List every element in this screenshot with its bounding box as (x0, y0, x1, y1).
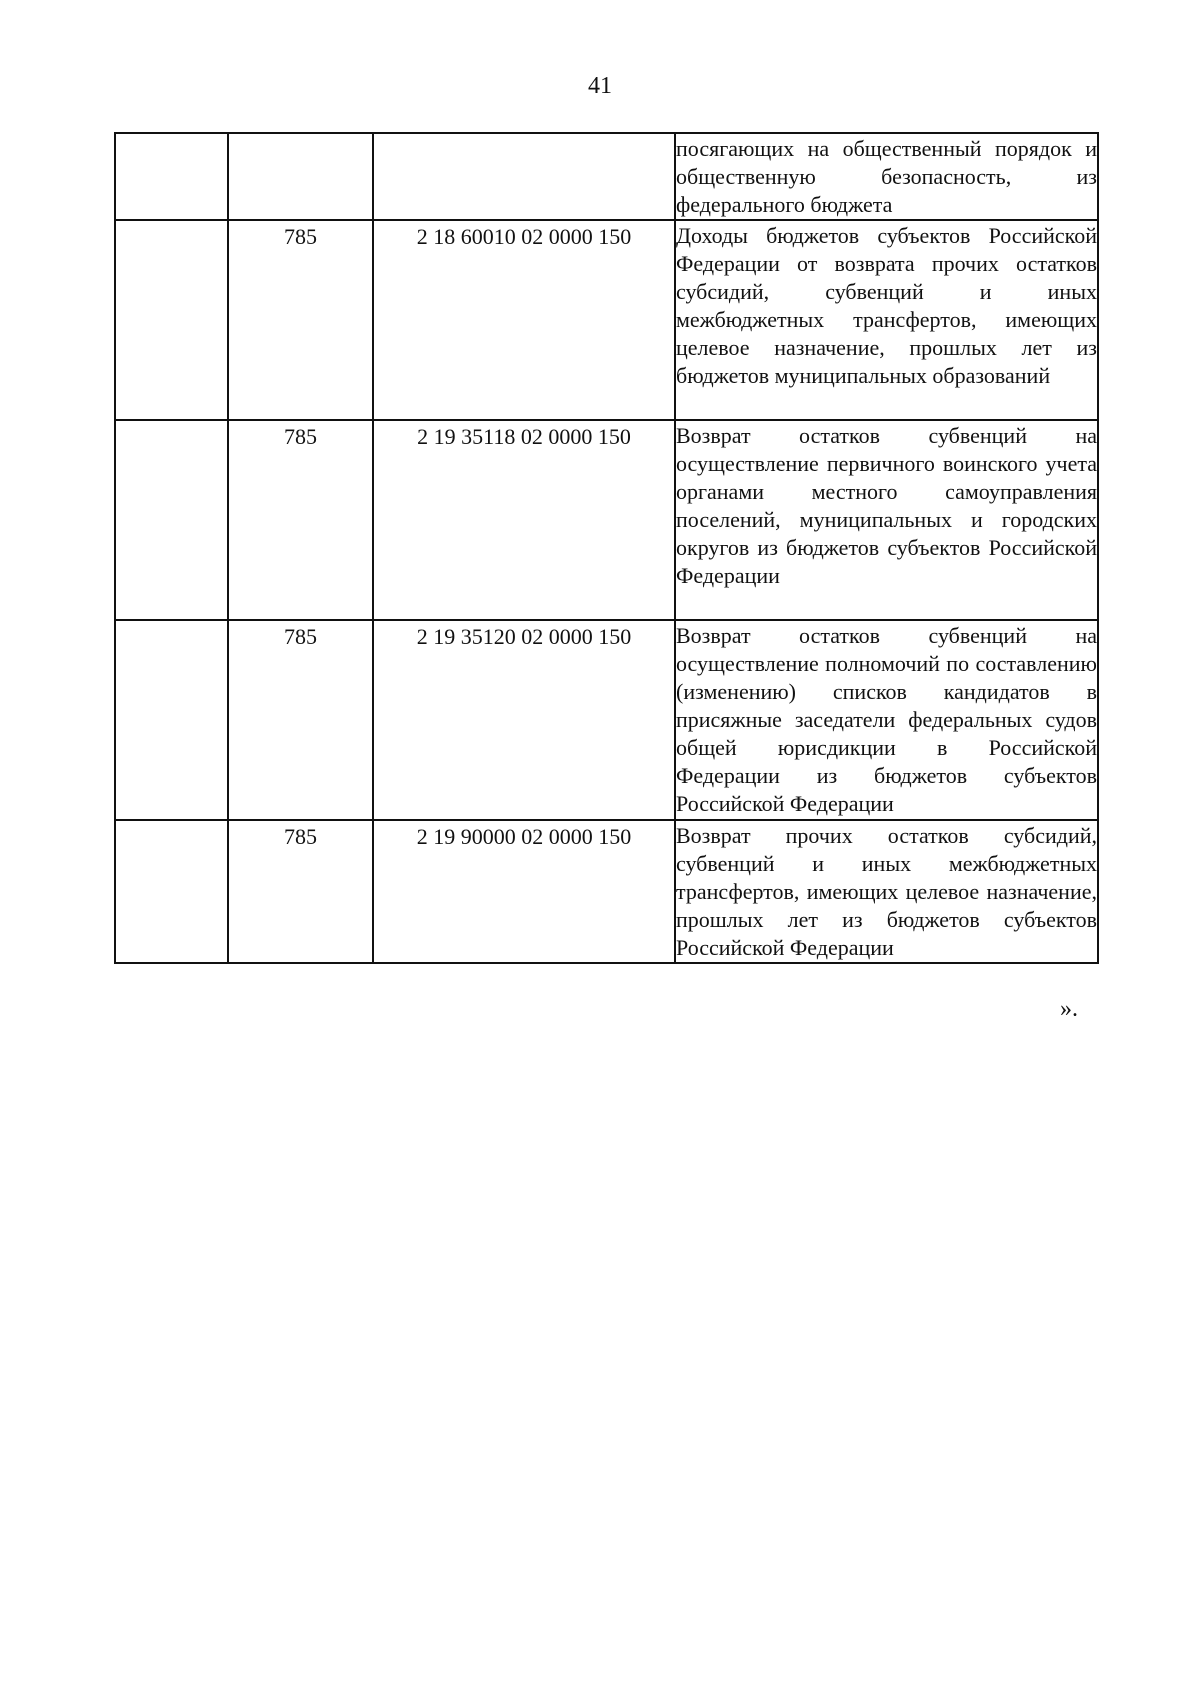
budget-code-cell (373, 133, 675, 220)
income-name-cell: Доходы бюджетов субъектов Российской Федерации от возврата прочих остатков субсидий, субвенций и иных межбюджетных трансфертов, имеющих целевое назначение, прошлых лет из бюджетов муниципальных образований (675, 220, 1098, 420)
admin-code-cell: 785 (228, 820, 373, 963)
blank-cell (115, 620, 228, 820)
income-name-cell: посягающих на общественный порядок и общественную безопасность, из федерального бюджета (675, 133, 1098, 220)
table-row (115, 820, 1098, 963)
admin-code-cell: 785 (228, 620, 373, 820)
income-name-cell: Возврат остатков субвенций на осуществление полномочий по составлению (изменению) списков кандидатов в присяжные заседатели федеральных судов общей юрисдикции в Российской Федерации из бюджетов субъектов Российской Федерации (675, 620, 1098, 820)
budget-classification-table (114, 132, 1099, 964)
table-row (115, 620, 1098, 820)
budget-code-cell: 2 19 35118 02 0000 150 (373, 420, 675, 620)
budget-code-cell: 2 19 35120 02 0000 150 (373, 620, 675, 820)
closing-quote-mark: ». (1060, 996, 1078, 1022)
blank-cell (115, 820, 228, 963)
blank-cell (115, 220, 228, 420)
table-row (115, 220, 1098, 420)
table-row (115, 133, 1098, 220)
income-name-cell: Возврат остатков субвенций на осуществление первичного воинского учета органами местного самоуправления поселений, муниципальных и городских округов из бюджетов субъектов Российской Федерации (675, 420, 1098, 620)
table-row (115, 420, 1098, 620)
page-number: 41 (588, 73, 612, 99)
budget-code-cell: 2 18 60010 02 0000 150 (373, 220, 675, 420)
admin-code-cell (228, 133, 373, 220)
admin-code-cell: 785 (228, 220, 373, 420)
admin-code-cell: 785 (228, 420, 373, 620)
budget-code-cell: 2 19 90000 02 0000 150 (373, 820, 675, 963)
blank-cell (115, 420, 228, 620)
blank-cell (115, 133, 228, 220)
income-name-cell: Возврат прочих остатков субсидий, субвенций и иных межбюджетных трансфертов, имеющих целевое назначение, прошлых лет из бюджетов субъектов Российской Федерации (675, 820, 1098, 963)
